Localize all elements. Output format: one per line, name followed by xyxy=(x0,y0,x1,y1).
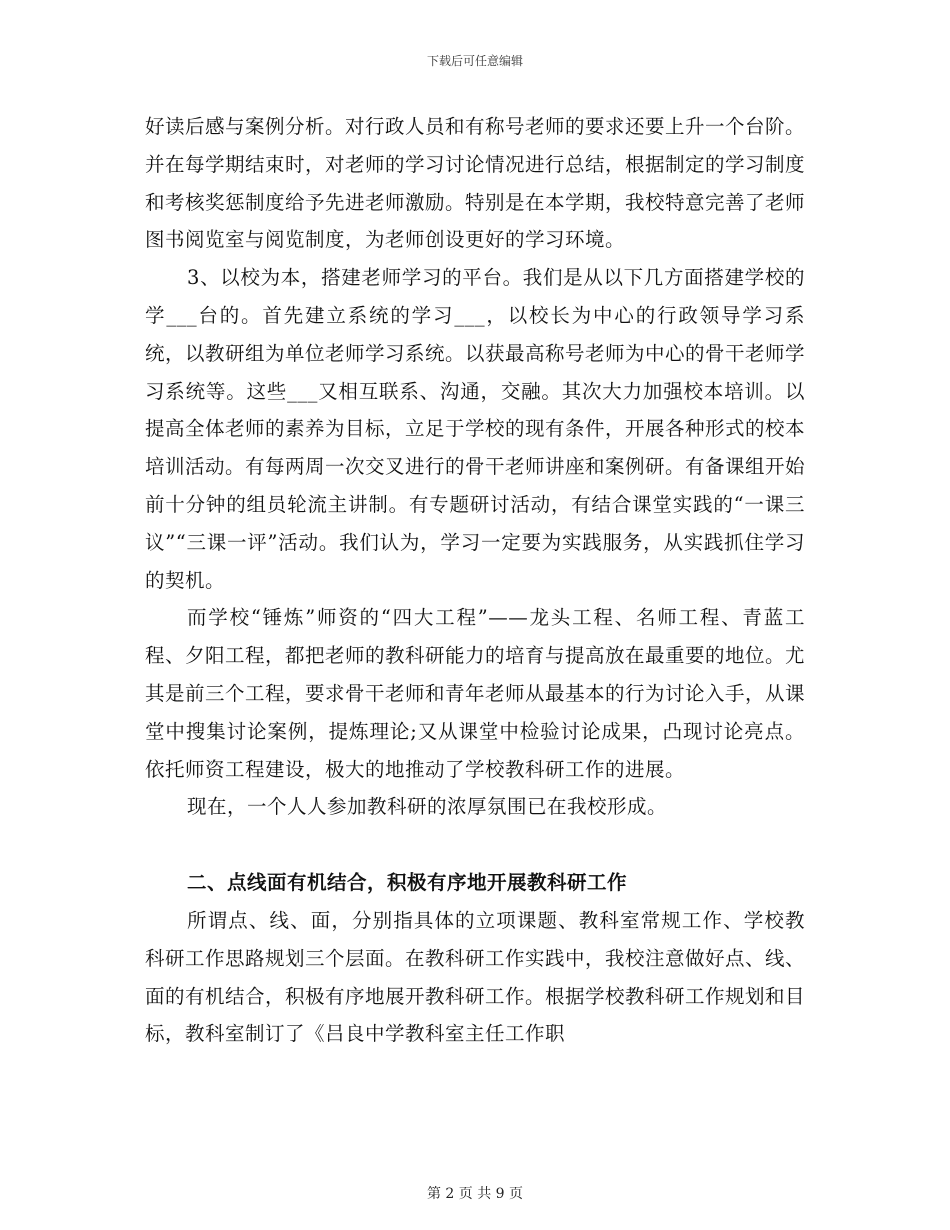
page-header-note: 下载后可任意编辑 xyxy=(426,54,523,68)
document-body xyxy=(145,108,805,1053)
paragraph-learning-platform: 3、以校为本，搭建老师学习的平台。我们是从以下几方面搭建学校的学___台的。首先建立系统的学习___，以校长为中心的行政领导学习系统，以教研组为单位老师学习系统。以获最高称号老师为中心的骨干老师学习系统等。这些___又相互联系、沟通，交融。其次大力加强校本培训。以提高全体老师的素养为目标，立足于学校的现有条件，开展各种形式的校本培训活动。有每两周一次交叉进行的骨干老师讲座和案例研。有备课组开始前十分钟的组员轮流主讲制。有专题研讨活动，有结合课堂实践的“一课三议”“三课一评”活动。我们认为，学习一定要为实践服务，从实践抓住学习的契机。 xyxy=(145,266,806,592)
paragraph-study-environment: 好读后感与案例分析。对行政人员和有称号老师的要求还要上升一个台阶。并在每学期结束时，对老师的学习讨论情况进行总结，根据制定的学习制度和考核奖惩制度给予先进老师激励。特别是在本学期，我校特意完善了老师图书阅览室与阅览制度，为老师创设更好的学习环境。 xyxy=(145,115,806,252)
page-number: 第 2 页 共 9 页 xyxy=(426,1186,524,1202)
paragraph-research-atmosphere: 现在，一个人人参加教科研的浓厚氛围已在我校形成。 xyxy=(187,795,668,819)
paragraph-four-projects: 而学校“锤炼”师资的“四大工程”——龙头工程、名师工程、青蓝工程、夕阳工程，都把老师的教科研能力的培育与提高放在最重要的地位。尤其是前三个工程，要求骨干老师和青年老师从最基本的行为讨论入手，从课堂中搜集讨论案例，提炼理论;又从课堂中检验讨论成果，凸现讨论亮点。依托师资工程建设，极大的地推动了学校教科研工作的进展。 xyxy=(145,606,806,781)
paragraph-point-line-surface: 所谓点、线、面，分别指具体的立项课题、教科室常规工作、学校教科研工作思路规划三个层面。在教科研工作实践中，我校注意做好点、线、面的有机结合，积极有序地展开教科研工作。根据学校教科研工作规划和目标，教科室制订了《吕良中学教科室主任工作职 xyxy=(145,908,806,1046)
section-heading: 二、点线面有机结合，积极有序地开展教科研工作 xyxy=(187,871,628,895)
section-gap xyxy=(145,826,805,864)
